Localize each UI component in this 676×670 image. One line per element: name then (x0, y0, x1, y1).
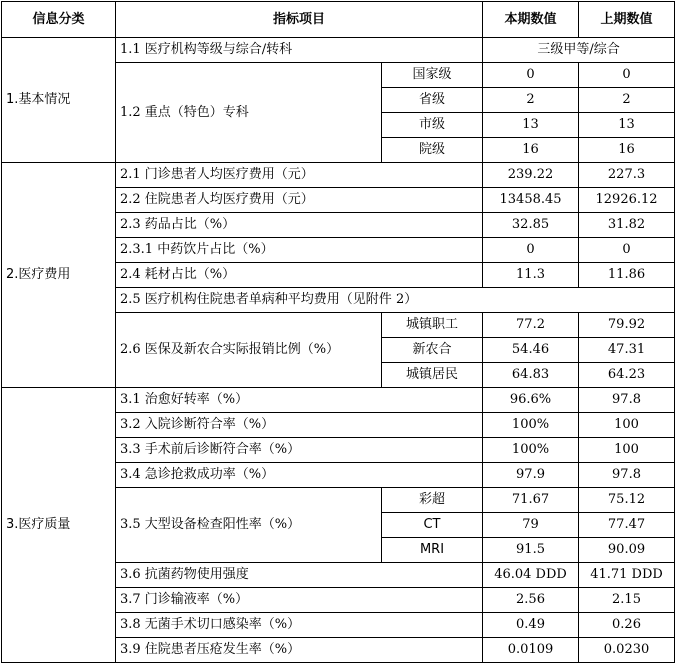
previous-value: 12926.12 (579, 188, 675, 213)
indicator-table (1, 1, 675, 663)
current-value: 64.83 (483, 363, 579, 388)
indicator-label: 3.5 大型设备检查阳性率（%） (116, 488, 382, 563)
sub-item-label: 新农合 (382, 338, 483, 363)
current-value: 91.5 (483, 538, 579, 563)
table-row (2, 163, 675, 188)
current-value: 97.9 (483, 463, 579, 488)
current-value: 32.85 (483, 213, 579, 238)
indicator-label: 2.3 药品占比（%） (116, 213, 483, 238)
indicator-label: 2.2 住院患者人均医疗费用（元） (116, 188, 483, 213)
category-cost: 2.医疗费用 (2, 163, 116, 388)
current-value: 16 (483, 138, 579, 163)
current-value: 100% (483, 438, 579, 463)
current-value: 79 (483, 513, 579, 538)
header-category: 信息分类 (2, 2, 116, 38)
previous-value: 77.47 (579, 513, 675, 538)
previous-value: 100 (579, 413, 675, 438)
indicator-label: 3.7 门诊输液率（%） (116, 588, 483, 613)
indicator-label: 2.5 医疗机构住院患者单病种平均费用（见附件 2） (116, 288, 675, 313)
previous-value: 16 (579, 138, 675, 163)
current-value: 13 (483, 113, 579, 138)
current-value: 13458.45 (483, 188, 579, 213)
sub-item-label: 国家级 (382, 63, 483, 88)
previous-value: 41.71 DDD (579, 563, 675, 588)
merged-value: 三级甲等/综合 (483, 38, 675, 63)
current-value: 46.04 DDD (483, 563, 579, 588)
previous-value: 47.31 (579, 338, 675, 363)
previous-value: 227.3 (579, 163, 675, 188)
current-value: 2 (483, 88, 579, 113)
indicator-label: 3.9 住院患者压疮发生率（%） (116, 638, 483, 663)
previous-value: 79.92 (579, 313, 675, 338)
previous-value: 2.15 (579, 588, 675, 613)
header-row (2, 2, 675, 38)
indicator-label: 1.2 重点（特色）专科 (116, 63, 382, 163)
current-value: 77.2 (483, 313, 579, 338)
previous-value: 0.26 (579, 613, 675, 638)
indicator-label: 3.1 治愈好转率（%） (116, 388, 483, 413)
previous-value: 100 (579, 438, 675, 463)
table-row (2, 388, 675, 413)
current-value: 2.56 (483, 588, 579, 613)
current-value: 0.0109 (483, 638, 579, 663)
category-basic: 1.基本情况 (2, 38, 116, 163)
current-value: 11.3 (483, 263, 579, 288)
previous-value: 97.8 (579, 388, 675, 413)
previous-value: 90.09 (579, 538, 675, 563)
current-value: 0 (483, 238, 579, 263)
sub-item-label: 市级 (382, 113, 483, 138)
previous-value: 2 (579, 88, 675, 113)
previous-value: 31.82 (579, 213, 675, 238)
indicator-label: 2.3.1 中药饮片占比（%） (116, 238, 483, 263)
previous-value: 0.0230 (579, 638, 675, 663)
sub-item-label: 院级 (382, 138, 483, 163)
current-value: 100% (483, 413, 579, 438)
indicator-label: 1.1 医疗机构等级与综合/转科 (116, 38, 483, 63)
current-value: 0 (483, 63, 579, 88)
indicator-label: 3.8 无菌手术切口感染率（%） (116, 613, 483, 638)
header-current: 本期数值 (483, 2, 579, 38)
previous-value: 75.12 (579, 488, 675, 513)
header-indicator: 指标项目 (116, 2, 483, 38)
sub-item-label: 省级 (382, 88, 483, 113)
current-value: 54.46 (483, 338, 579, 363)
indicator-label: 3.2 入院诊断符合率（%） (116, 413, 483, 438)
current-value: 96.6% (483, 388, 579, 413)
previous-value: 0 (579, 63, 675, 88)
previous-value: 97.8 (579, 463, 675, 488)
previous-value: 0 (579, 238, 675, 263)
previous-value: 13 (579, 113, 675, 138)
sub-item-label: 城镇居民 (382, 363, 483, 388)
header-previous: 上期数值 (579, 2, 675, 38)
current-value: 239.22 (483, 163, 579, 188)
sub-item-label: 城镇职工 (382, 313, 483, 338)
sub-item-label: MRI (382, 538, 483, 563)
sub-item-label: CT (382, 513, 483, 538)
indicator-label: 3.4 急诊抢救成功率（%） (116, 463, 483, 488)
indicator-label: 3.3 手术前后诊断符合率（%） (116, 438, 483, 463)
indicator-label: 2.4 耗材占比（%） (116, 263, 483, 288)
current-value: 0.49 (483, 613, 579, 638)
indicator-label: 2.1 门诊患者人均医疗费用（元） (116, 163, 483, 188)
current-value: 71.67 (483, 488, 579, 513)
previous-value: 11.86 (579, 263, 675, 288)
category-quality: 3.医疗质量 (2, 388, 116, 663)
indicator-label: 2.6 医保及新农合实际报销比例（%） (116, 313, 382, 388)
sub-item-label: 彩超 (382, 488, 483, 513)
previous-value: 64.23 (579, 363, 675, 388)
indicator-label: 3.6 抗菌药物使用强度 (116, 563, 483, 588)
table-row (2, 38, 675, 63)
